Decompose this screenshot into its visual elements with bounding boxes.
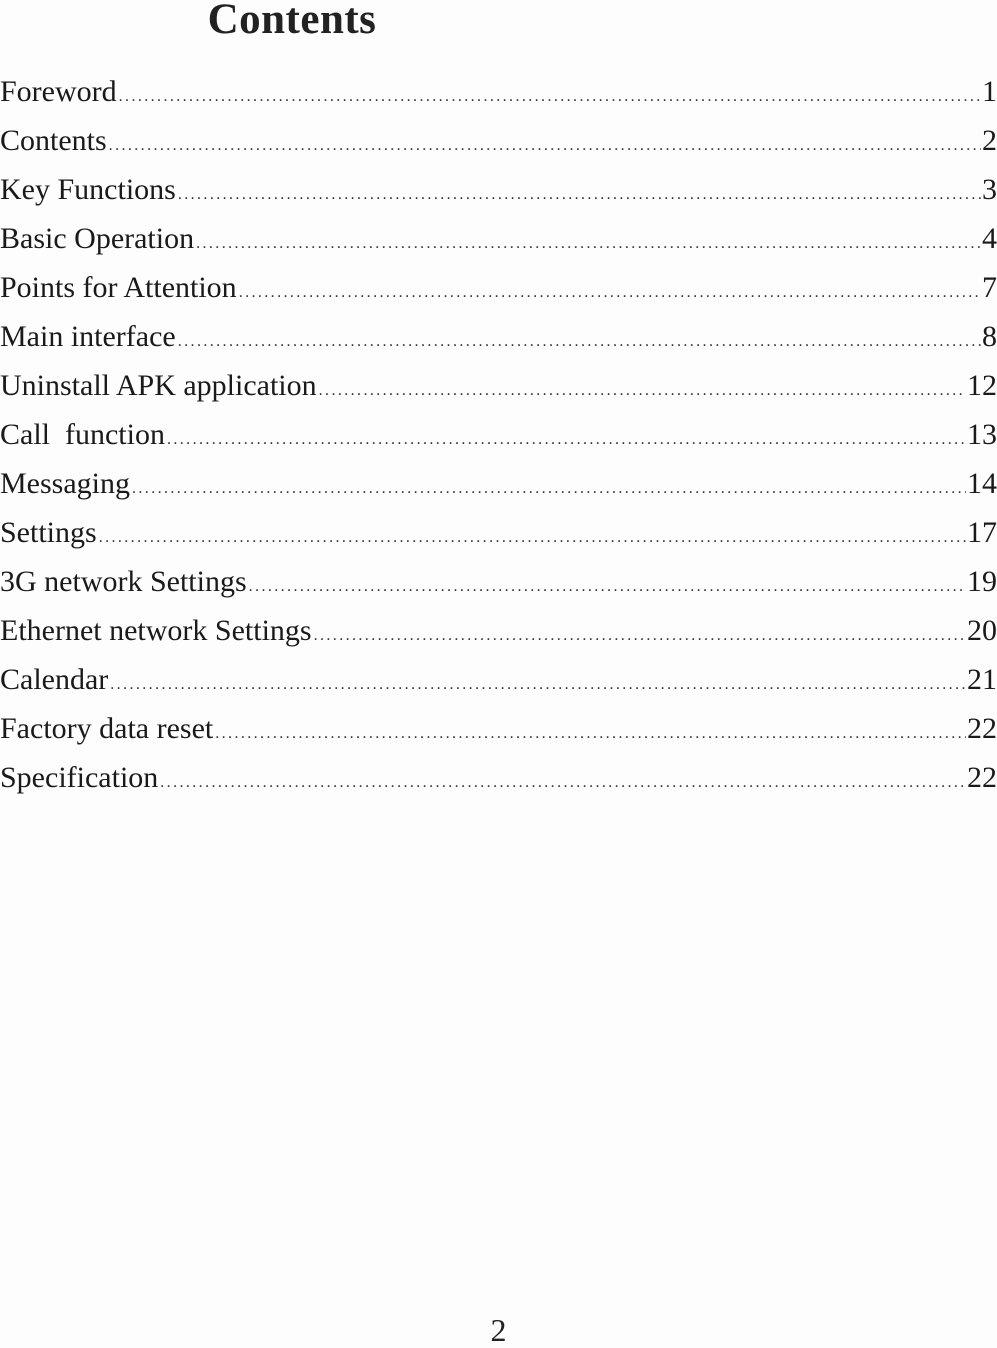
- toc-entry-uninstall-apk[interactable]: [0, 361, 997, 410]
- page-number: 2: [490, 1312, 507, 1348]
- toc-entry-label: Contents: [0, 124, 107, 157]
- toc-entry-label: Foreword: [0, 75, 117, 108]
- toc-entry-page: 14: [967, 467, 997, 500]
- toc-entry-label: Main interface: [0, 320, 176, 353]
- toc-entry-page: 17: [967, 516, 997, 549]
- dot-leader: [99, 513, 966, 562]
- toc-entry-page: 7: [982, 271, 997, 304]
- dot-leader: [196, 219, 981, 268]
- dot-leader: [178, 317, 981, 366]
- toc-entry-label: Call function: [0, 418, 165, 451]
- toc-entry-contents[interactable]: [0, 116, 997, 165]
- dot-leader: [167, 415, 966, 464]
- toc-entry-label: Points for Attention: [0, 271, 237, 304]
- toc-entry-label: Factory data reset: [0, 712, 214, 745]
- toc-entry-page: 13: [967, 418, 997, 451]
- toc-entry-page: 22: [967, 761, 997, 794]
- dot-leader: [239, 268, 981, 317]
- toc-entry-basic-operation[interactable]: [0, 214, 997, 263]
- toc-entry-calendar[interactable]: [0, 655, 997, 704]
- toc-entry-label: 3G network Settings: [0, 565, 247, 598]
- toc-entry-main-interface[interactable]: [0, 312, 997, 361]
- page-title: Contents: [207, 0, 377, 43]
- toc-entry-call-function[interactable]: [0, 410, 997, 459]
- toc-entry-points-for-attention[interactable]: [0, 263, 997, 312]
- toc-entry-page: 1: [982, 75, 997, 108]
- toc-entry-page: 3: [982, 173, 997, 206]
- toc-entry-label: Basic Operation: [0, 222, 195, 255]
- toc-entry-key-functions[interactable]: [0, 165, 997, 214]
- toc-entry-label: Messaging: [0, 467, 130, 500]
- toc-entry-label: Specification: [0, 761, 159, 794]
- toc-entry-label: Uninstall APK application: [0, 369, 317, 402]
- toc-entry-label: Settings: [0, 516, 97, 549]
- toc-entry-page: 22: [967, 712, 997, 745]
- toc-entry-page: 2: [982, 124, 997, 157]
- dot-leader: [110, 660, 966, 709]
- toc-entry-page: 12: [967, 369, 997, 402]
- dot-leader: [160, 758, 966, 807]
- toc-entry-label: Key Functions: [0, 173, 176, 206]
- dot-leader: [215, 709, 966, 758]
- toc-entry-label: Calendar: [0, 663, 109, 696]
- dot-leader: [109, 121, 981, 170]
- toc-entry-page: 20: [967, 614, 997, 647]
- toc-entry-page: 21: [967, 663, 997, 696]
- toc-entry-page: 4: [982, 222, 997, 255]
- toc-entry-messaging[interactable]: [0, 459, 997, 508]
- dot-leader: [132, 464, 966, 513]
- toc-entry-page: 8: [982, 320, 997, 353]
- toc-entry-3g-network-settings[interactable]: [0, 557, 997, 606]
- dot-leader: [119, 72, 981, 121]
- toc-entry-label: Ethernet network Settings: [0, 614, 312, 647]
- toc-entry-factory-data-reset[interactable]: [0, 704, 997, 753]
- table-of-contents: [0, 67, 997, 802]
- toc-entry-foreword[interactable]: [0, 67, 997, 116]
- toc-entry-page: 19: [967, 565, 997, 598]
- toc-entry-settings[interactable]: [0, 508, 997, 557]
- dot-leader: [314, 611, 966, 660]
- dot-leader: [249, 562, 966, 611]
- dot-leader: [178, 170, 981, 219]
- dot-leader: [319, 366, 966, 415]
- toc-entry-ethernet-network-settings[interactable]: [0, 606, 997, 655]
- toc-entry-specification[interactable]: [0, 753, 997, 802]
